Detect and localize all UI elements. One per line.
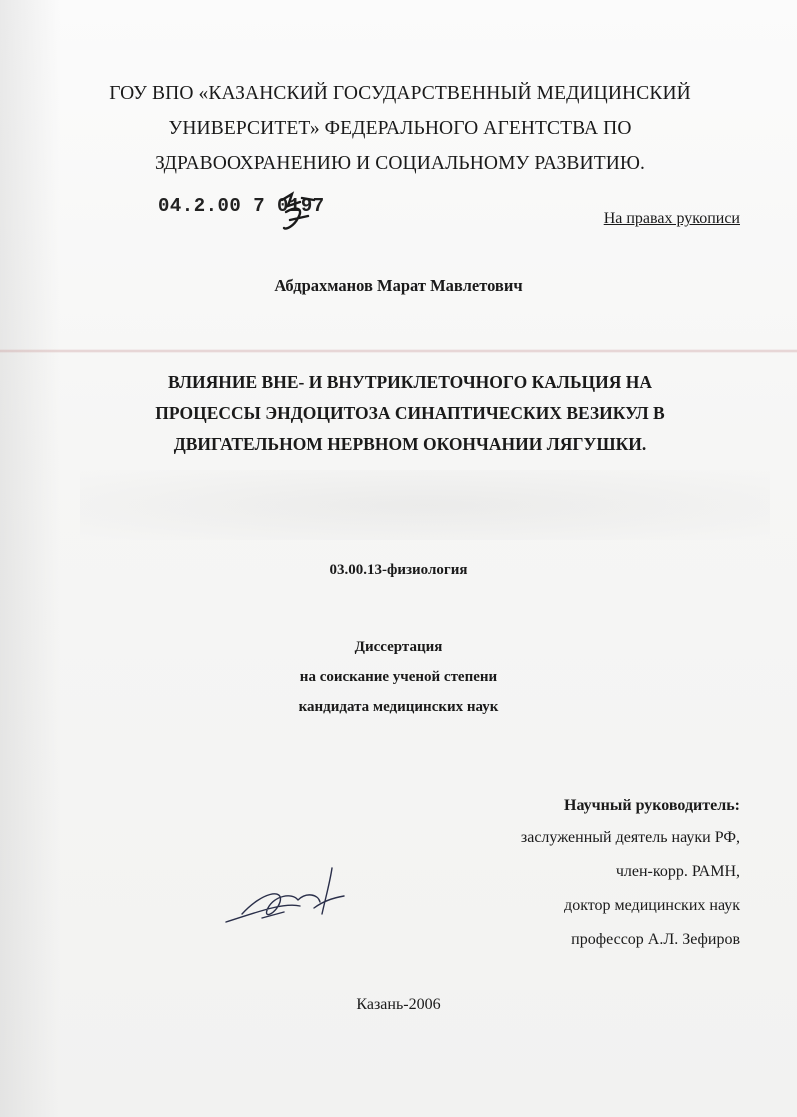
- title-line: ДВИГАТЕЛЬНОМ НЕРВНОМ ОКОНЧАНИИ ЛЯГУШКИ.: [173, 434, 647, 454]
- author-name: Абдрахманов Марат Мавлетович: [274, 276, 523, 295]
- institution-line: ГОУ ВПО «КАЗАНСКИЙ ГОСУДАРСТВЕННЫЙ МЕДИЦИНСКИЙ: [109, 83, 691, 104]
- degree-line: кандидата медицинских наук: [298, 699, 499, 715]
- specialty-code: 03.00.13-физиология: [329, 562, 468, 578]
- institution-line: ЗДРАВООХРАНЕНИЮ И СОЦИАЛЬНОМУ РАЗВИТИЮ.: [154, 153, 646, 174]
- scan-fold-line: [0, 349, 797, 353]
- degree-heading: Диссертация: [354, 639, 443, 655]
- supervisor-line: доктор медицинских наук: [564, 897, 740, 914]
- title-line: ПРОЦЕССЫ ЭНДОЦИТОЗА СИНАПТИЧЕСКИХ ВЕЗИКУЛ В: [155, 403, 665, 423]
- degree-block: [0, 632, 797, 722]
- supervisor-heading: Научный руководитель:: [564, 797, 740, 814]
- rights-note: На правах рукописи: [603, 210, 740, 227]
- city-year: Казань-2006: [356, 996, 441, 1013]
- supervisor-block: [521, 791, 740, 957]
- supervisor-line: член-корр. РАМН,: [615, 863, 740, 880]
- title-line: ВЛИЯНИЕ ВНЕ- И ВНУТРИКЛЕТОЧНОГО КАЛЬЦИЯ НА: [167, 372, 652, 392]
- supervisor-line: заслуженный деятель науки РФ,: [520, 829, 740, 846]
- library-stamp-number: 04.2.00 7 0197: [158, 195, 325, 217]
- handwritten-signature: [222, 862, 352, 932]
- institution-line: УНИВЕРСИТЕТ» ФЕДЕРАЛЬНОГО АГЕНТСТВА ПО: [168, 118, 632, 139]
- institution-header: [90, 76, 710, 181]
- supervisor-line: профессор А.Л. Зефиров: [571, 931, 740, 948]
- degree-line: на соискание ученой степени: [299, 669, 498, 685]
- stamp-scribble-mark: [278, 190, 318, 234]
- dissertation-title: [100, 367, 720, 460]
- scan-smudge: [80, 470, 770, 540]
